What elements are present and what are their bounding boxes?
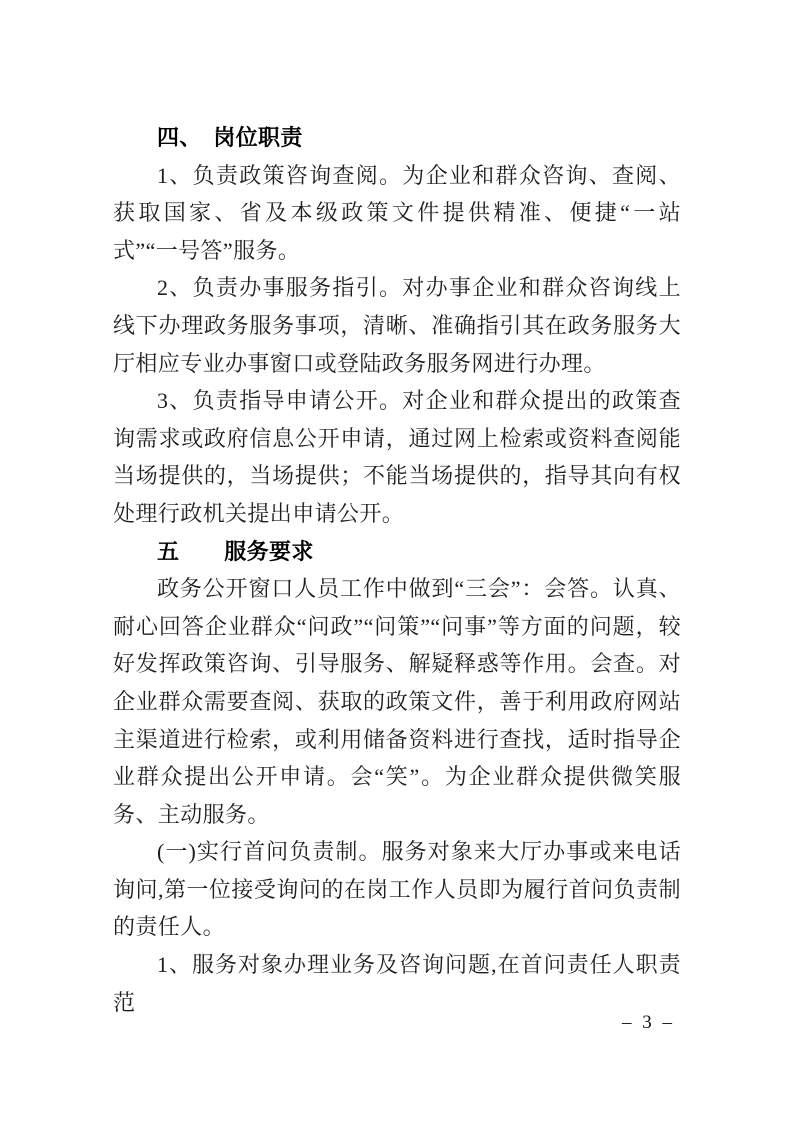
page-number: – 3 – (622, 1012, 675, 1033)
para-duty-1-policy-consult: 1、负责政策咨询查阅。为企业和群众咨询、查阅、获取国家、省及本级政策文件提供精准、便捷“一站式”“一号答”服务。 (113, 162, 681, 263)
document-body (113, 119, 681, 1021)
para-three-abilities: 政务公开窗口人员工作中做到“三会”：会答。认真、耐心回答企业群众“问政”“问策”“问事”等方面的问题，较好发挥政策咨询、引导服务、解疑释惑等作用。会查。对企业群众需要查阅、获取的政策文件，善于利用政府网站主渠道进行检索，或利用储备资料进行查找，适时指导企业群众提出公开申请。会“笑”。为企业群众提供微笑服务、主动服务。 (113, 576, 681, 827)
para-duty-2-service-guidance: 2、负责办事服务指引。对办事企业和群众咨询线上线下办理政务服务事项，清晰、准确指引其在政务服务大厅相应专业办事窗口或登陆政务服务网进行办理。 (113, 275, 681, 376)
para-first-inquiry-item-1: 1、服务对象办理业务及咨询问题,在首问责任人职责范 (113, 952, 681, 1015)
para-first-inquiry-responsibility: (一)实行首问负责制。服务对象来大厅办事或来电话询问,第一位接受询问的在岗工作人员即为履行首问负责制的责任人。 (113, 839, 681, 940)
section-heading-4-duties: 四、 岗位职责 (157, 125, 303, 150)
section-heading-5-service-requirements: 五 服务要求 (157, 538, 314, 564)
para-duty-3-disclosure-application: 3、负责指导申请公开。对企业和群众提出的政策查询需求或政府信息公开申请，通过网上检索或资料查阅能当场提供的，当场提供；不能当场提供的，指导其向有权处理行政机关提出申请公开。 (113, 388, 681, 526)
